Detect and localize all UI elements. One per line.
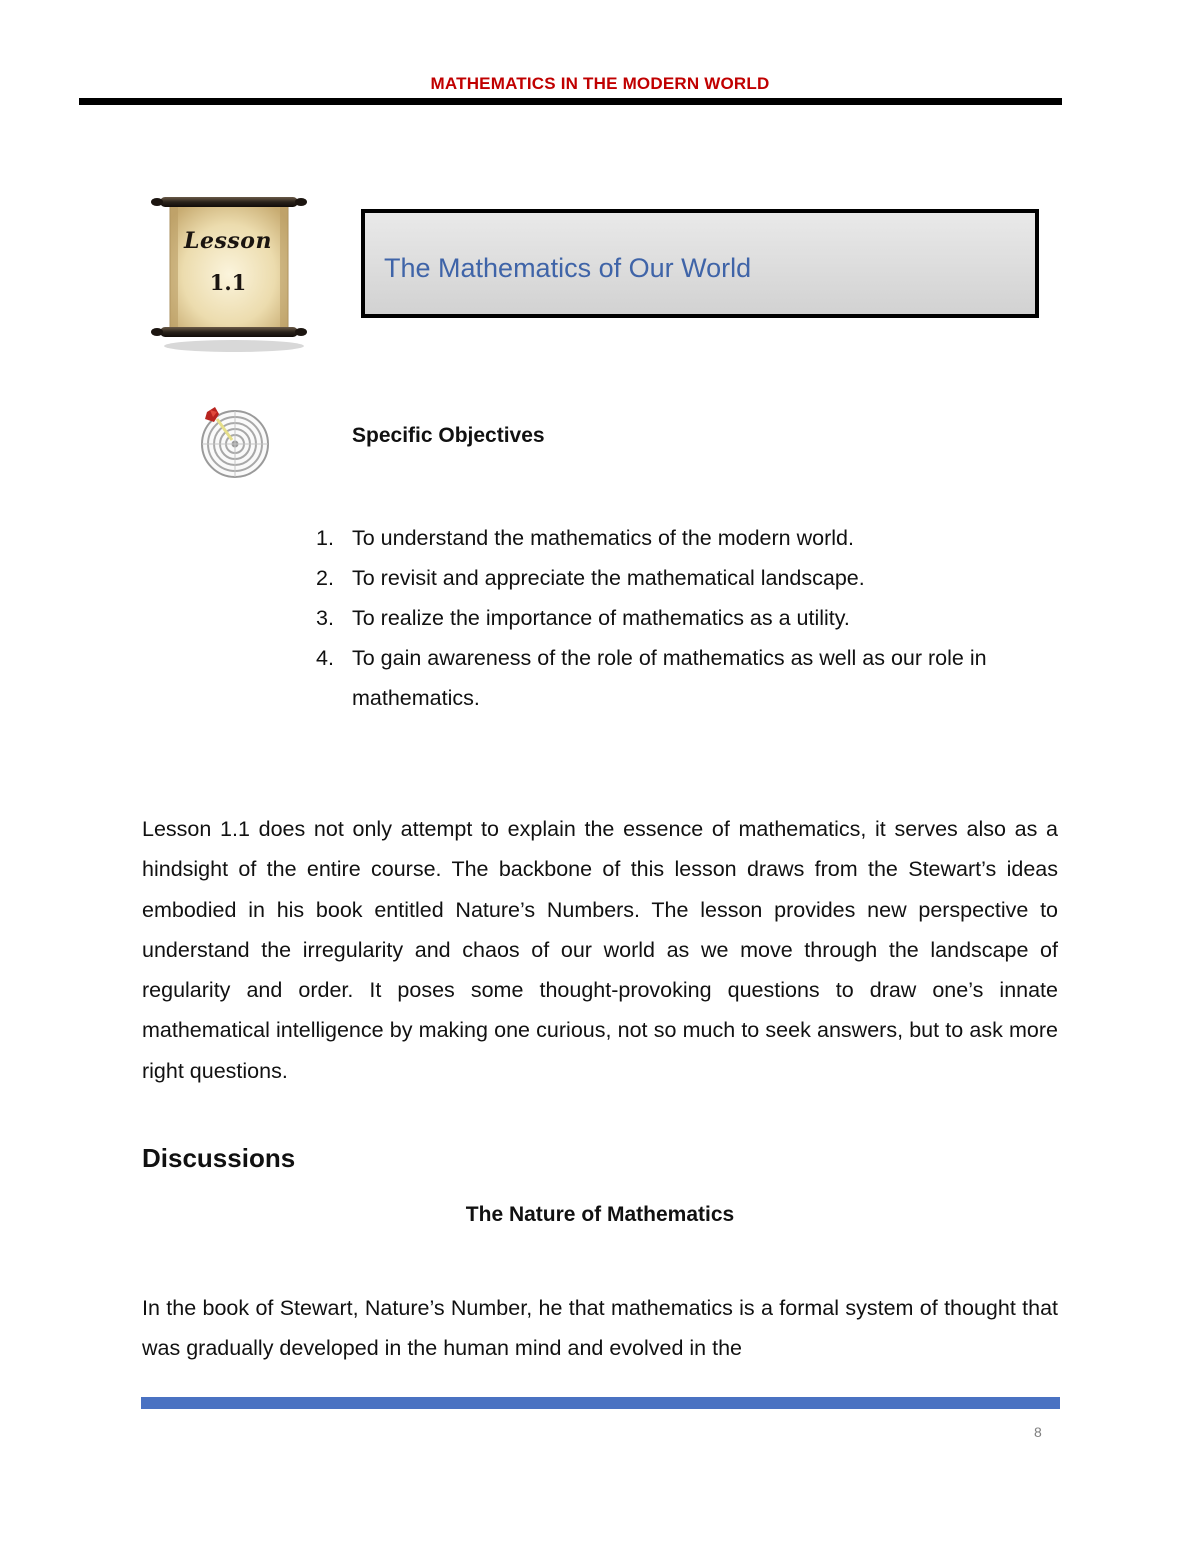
footer-rule [141, 1397, 1060, 1409]
discussions-heading: Discussions [142, 1143, 296, 1173]
page-number: 8 [1034, 1424, 1042, 1440]
lesson-badge-word: Lesson [184, 228, 272, 254]
objectives-list [316, 518, 1076, 718]
objective-number: 1. [316, 526, 334, 550]
objective-item [316, 558, 1076, 598]
lesson-badge [148, 190, 320, 355]
header-rule [79, 98, 1062, 105]
objective-item [316, 518, 1076, 558]
target-icon [195, 403, 275, 479]
objective-text: To realize the importance of mathematics as a utility. [352, 606, 850, 630]
objective-item [316, 638, 1072, 718]
objective-text: To gain awareness of the role of mathematics as well as our role in mathematics. [352, 646, 987, 710]
objective-number: 2. [316, 566, 334, 590]
objective-number: 4. [316, 646, 334, 670]
lesson-title-box [361, 209, 1039, 318]
objective-item [316, 598, 1076, 638]
objective-text: To revisit and appreciate the mathematical landscape. [352, 566, 865, 590]
lesson-badge-number: 1.1 [209, 270, 247, 295]
objectives-heading: Specific Objectives [352, 424, 545, 447]
section-subheading: The Nature of Mathematics [465, 1203, 735, 1226]
discussion-paragraph: In the book of Stewart, Nature’s Number, he that mathematics is a formal system of thought that was gradually developed in the human mind and evolved in the [142, 1296, 1058, 1361]
running-header: MATHEMATICS IN THE MODERN WORLD [430, 74, 770, 93]
objective-text: To understand the mathematics of the modern world. [352, 526, 854, 550]
objective-number: 3. [316, 606, 334, 630]
lesson-title: The Mathematics of Our World [384, 253, 752, 283]
intro-paragraph: Lesson 1.1 does not only attempt to explain the essence of mathematics, it serves also as a hindsight of the entire course. The backbone of this lesson draws from the Stewart’s ideas embodied in his book entitled Nature’s Numbers. The lesson provides new perspective to understand the irregularity and chaos of our world as we move through the landscape of regularity and order. It poses some thought-provoking questions to draw one’s innate mathematical intelligence by making one curious, not so much to seek answers, but to ask more right questions. [142, 817, 1058, 1083]
